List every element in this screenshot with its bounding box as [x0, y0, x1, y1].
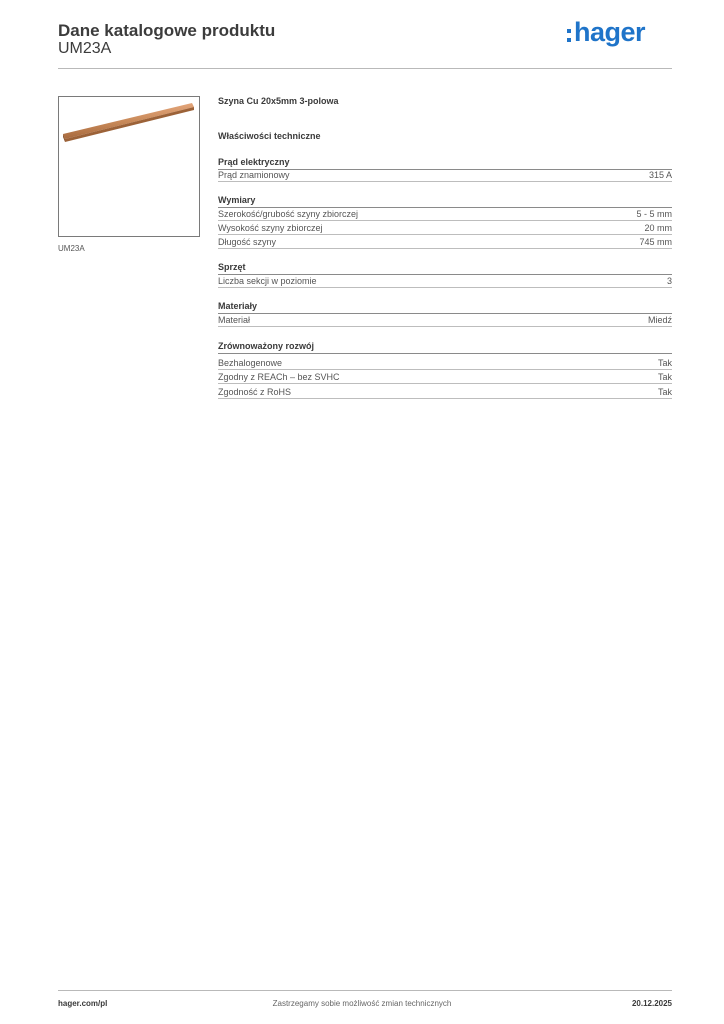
- product-image: [58, 96, 200, 237]
- section-heading-sustainability: Zrównoważony rozwój: [218, 341, 672, 354]
- product-name: Szyna Cu 20x5mm 3-polowa: [218, 96, 339, 106]
- section-heading-equipment: Sprzęt: [218, 262, 672, 275]
- technical-properties-heading: Właściwości techniczne: [218, 131, 321, 141]
- header-divider: [58, 68, 672, 69]
- logo-text: hager: [574, 16, 646, 47]
- spec-label: Długość szyny: [218, 237, 277, 247]
- product-image-caption: UM23A: [58, 244, 85, 253]
- spec-row: [218, 371, 672, 384]
- spec-value: 3: [666, 276, 672, 286]
- spec-row: [218, 169, 672, 182]
- spec-value: 745 mm: [639, 237, 672, 247]
- spec-value: Tak: [657, 372, 672, 382]
- spec-label: Liczba sekcji w poziomie: [218, 276, 317, 286]
- spec-row: [218, 236, 672, 249]
- spec-row: [218, 314, 672, 327]
- logo-dots-icon: [567, 29, 571, 42]
- section-heading-dimensions: Wymiary: [218, 195, 672, 208]
- spec-value: Tak: [657, 358, 672, 368]
- spec-label: Prąd znamionowy: [218, 170, 290, 180]
- spec-row: [218, 386, 672, 399]
- spec-value: 5 - 5 mm: [636, 209, 672, 219]
- section-heading-materials: Materiały: [218, 301, 672, 314]
- spec-value: 20 mm: [644, 223, 672, 233]
- spec-row: [218, 208, 672, 221]
- spec-label: Szerokość/grubość szyny zbiorczej: [218, 209, 359, 219]
- spec-value: 315 A: [648, 170, 672, 180]
- footer-date: 20.12.2025: [631, 999, 672, 1008]
- spec-label: Zgodność z RoHS: [218, 387, 292, 397]
- spec-row: [218, 222, 672, 235]
- spec-label: Bezhalogenowe: [218, 358, 283, 368]
- page-title: Dane katalogowe produktu: [58, 21, 276, 40]
- spec-value: Miedź: [647, 315, 672, 325]
- spec-label: Materiał: [218, 315, 251, 325]
- spec-row: [218, 275, 672, 288]
- copper-busbar-image: [59, 97, 199, 236]
- footer-divider: [58, 990, 672, 991]
- spec-label: Zgodny z REACh – bez SVHC: [218, 372, 340, 382]
- product-code-subtitle: UM23A: [58, 40, 112, 57]
- footer-website-link[interactable]: hager.com/pl: [58, 999, 108, 1008]
- spec-value: Tak: [657, 387, 672, 397]
- footer-disclaimer: Zastrzegamy sobie możliwość zmian technicznych: [272, 999, 452, 1008]
- spec-label: Wysokość szyny zbiorczej: [218, 223, 323, 233]
- spec-row: [218, 357, 672, 370]
- hager-logo: [567, 16, 645, 48]
- section-heading-electric-current: Prąd elektryczny: [218, 157, 672, 170]
